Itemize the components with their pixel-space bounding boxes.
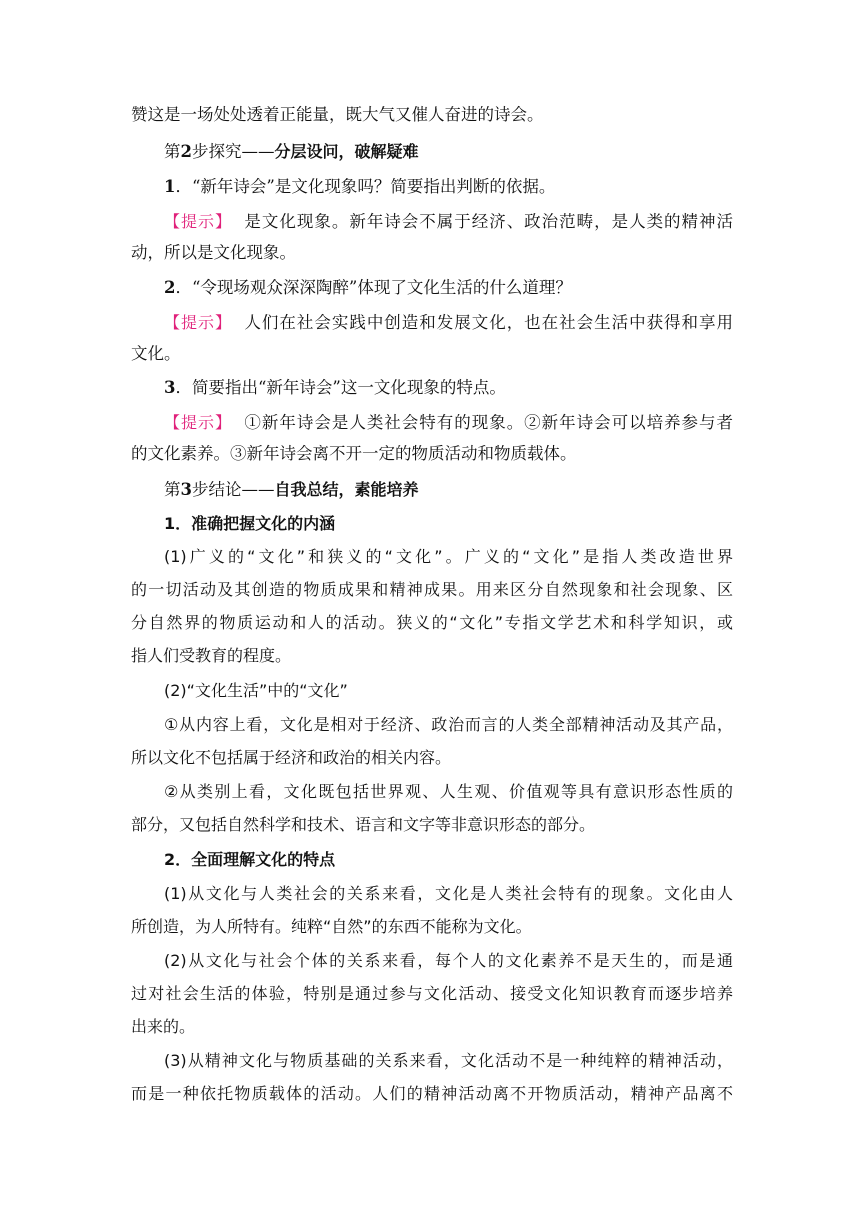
- section-heading-2: 2．全面理解文化的特点: [164, 850, 336, 869]
- paragraph-line: 分自然界的物质运动和人的活动。狭义的“文化”专指文学艺术和科学知识，或: [131, 613, 733, 632]
- answer-2-line-1: 【提示】 人们在社会实践中创造和发展文化，也在社会生活中获得和享用: [164, 313, 733, 332]
- step-3-heading: 第3步结论——自我总结，素能培养: [164, 480, 419, 499]
- answer-2-line-2: 文化。: [131, 344, 181, 363]
- step-2-heading: 第2步探究——分层设问，破解疑难: [164, 142, 419, 161]
- question-2: 2．“令现场观众深深陶醉”体现了文化生活的什么道理？: [164, 278, 572, 297]
- answer-3-line-2: 的文化素养。③新年诗会离不开一定的物质活动和物质载体。: [131, 444, 577, 463]
- answer-1-line-1: 【提示】 是文化现象。新年诗会不属于经济、政治范畴，是人类的精神活: [164, 212, 733, 231]
- paragraph-line: 所创造，为人所特有。纯粹“自然”的东西不能称为文化。: [131, 917, 532, 936]
- paragraph-line: (1)广义的“文化”和狭义的“文化”。广义的“文化”是指人类改造世界: [164, 547, 733, 566]
- tip-label: 【提示】: [164, 413, 232, 432]
- answer-1-line-2: 动，所以是文化现象。: [131, 243, 296, 262]
- question-1: 1．“新年诗会”是文化现象吗？简要指出判断的依据。: [164, 177, 556, 196]
- tip-label: 【提示】: [164, 313, 232, 332]
- paragraph-line: 出来的。: [131, 1017, 196, 1036]
- paragraph-line: 指人们受教育的程度。: [131, 646, 292, 665]
- paragraph-line: 而是一种依托物质载体的活动。人们的精神活动离不开物质活动，精神产品离不: [131, 1084, 733, 1103]
- paragraph-line: 部分，又包括自然科学和技术、语言和文字等非意识形态的部分。: [131, 815, 596, 834]
- answer-3-line-1: 【提示】 ①新年诗会是人类社会特有的现象。②新年诗会可以培养参与者: [164, 413, 733, 432]
- section-heading-1: 1．准确把握文化的内涵: [164, 514, 336, 533]
- paragraph-line: 过对社会生活的体验，特别是通过参与文化活动、接受文化知识教育而逐步培养: [131, 984, 733, 1003]
- tip-label: 【提示】: [164, 212, 232, 231]
- paragraph-line: ①从内容上看，文化是相对于经济、政治而言的人类全部精神活动及其产品，: [164, 715, 733, 734]
- paragraph-line: ②从类别上看，文化既包括世界观、人生观、价值观等具有意识形态性质的: [164, 782, 733, 801]
- paragraph-line: 的一切活动及其创造的物质成果和精神成果。用来区分自然现象和社会现象、区: [131, 580, 733, 599]
- paragraph-line: (2)“文化生活”中的“文化”: [164, 681, 348, 700]
- text-line: 赞这是一场处处透着正能量，既大气又催人奋进的诗会。: [131, 105, 544, 124]
- paragraph-line: (2)从文化与社会个体的关系来看，每个人的文化素养不是天生的，而是通: [164, 951, 733, 970]
- paragraph-line: (3)从精神文化与物质基础的关系来看，文化活动不是一种纯粹的精神活动，: [164, 1051, 733, 1070]
- question-3: 3．简要指出“新年诗会”这一文化现象的特点。: [164, 378, 506, 397]
- paragraph-line: (1)从文化与人类社会的关系来看，文化是人类社会特有的现象。文化由人: [164, 884, 733, 903]
- paragraph-line: 所以文化不包括属于经济和政治的相关内容。: [131, 748, 452, 767]
